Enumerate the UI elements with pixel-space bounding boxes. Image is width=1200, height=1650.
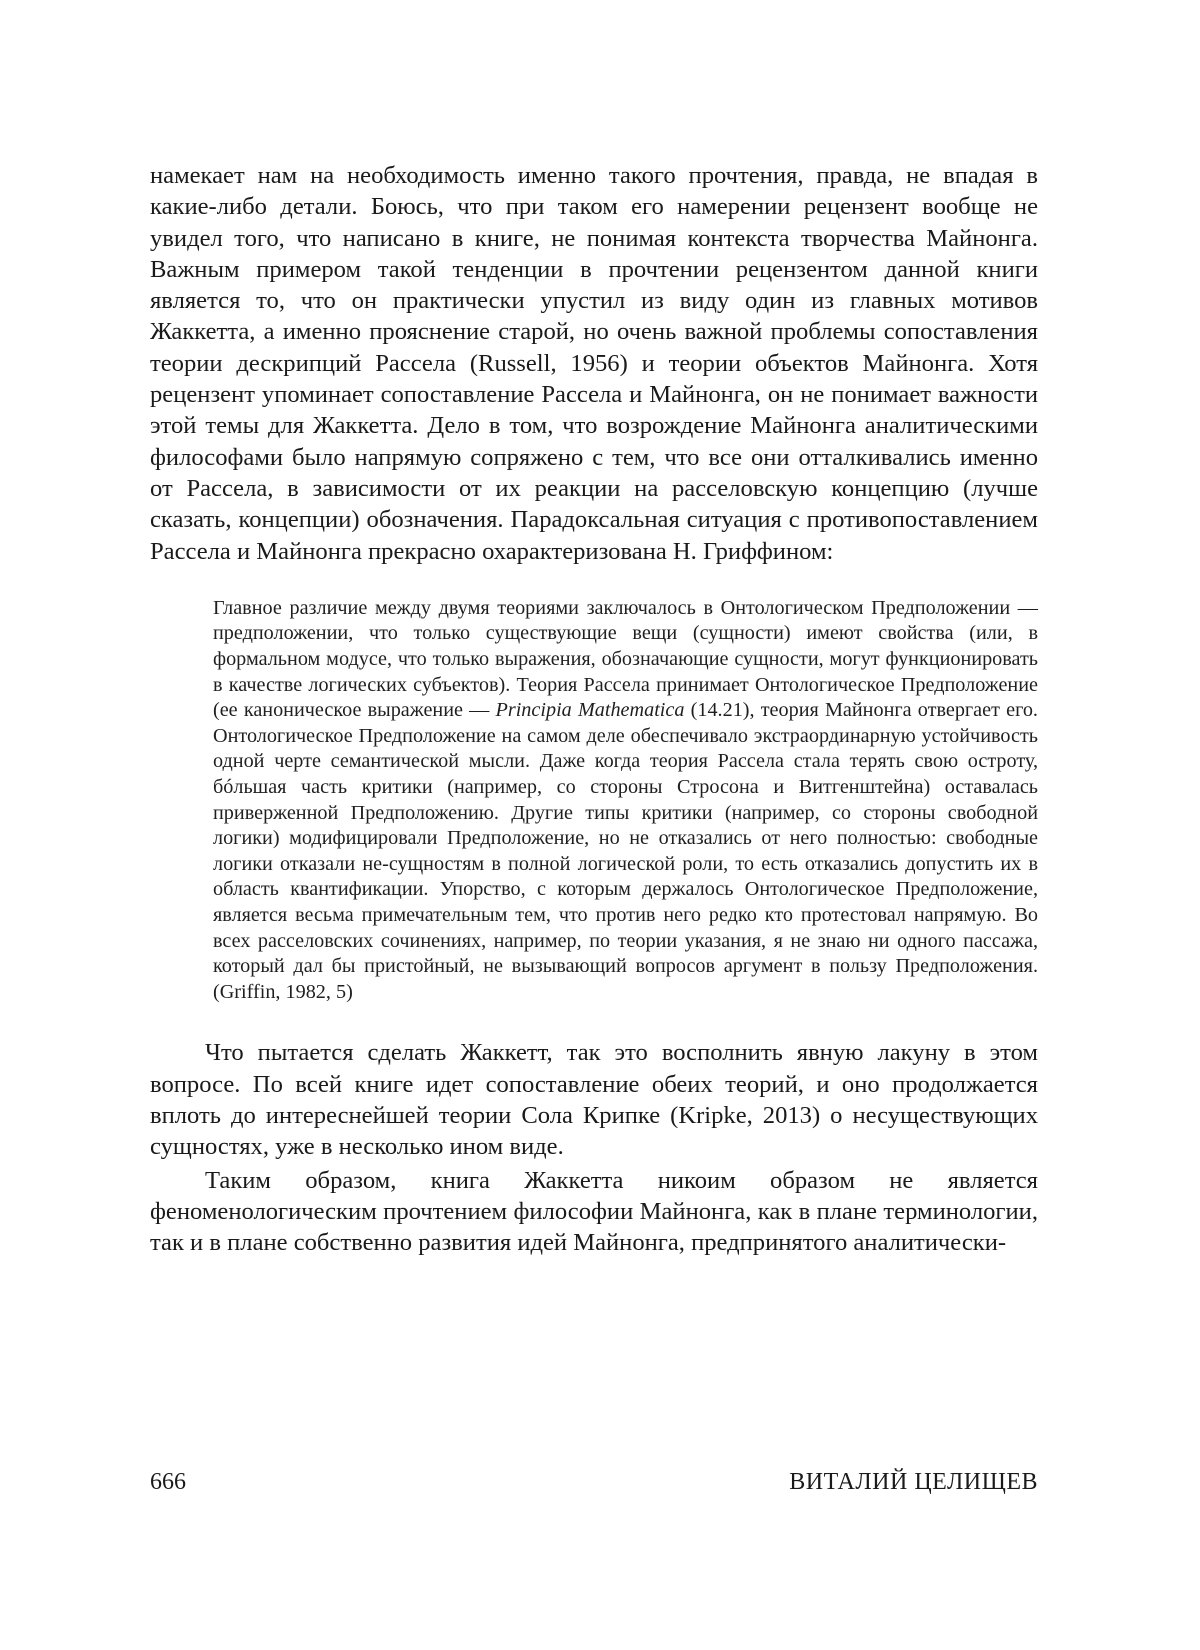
- block-quote: [213, 596, 1038, 1006]
- quote-text-part-1: Главное различие между двумя теориями заключалось в Онтологическом Предположении — предположении, что только существующие вещи (сущности) имеют свойства (или, в формальном модусе, что только выражения, обозначающие сущности, могут функционировать в качестве логических субъектов). Теория Рассела принимает Онтологическое Предположение (ее каноническое выражение —: [213, 596, 1038, 722]
- body-paragraph-1: намекает нам на необходимость именно такого прочтения, правда, не впадая в какие-либо детали. Боюсь, что при таком его намерении рецензент вообще не увидел того, что написано в книге, не понимая контекста творчества Майнонга. Важным примером такой тенденции в прочтении рецензентом данной книги является то, что он практически упустил из виду один из главных мотивов Жаккетта, а именно прояснение старой, но очень важной проблемы сопоставления теории дескрипций Рассела (Russell, 1956) и теории объектов Майнонга. Хотя рецензент упоминает сопоставление Рассела и Майнонга, он не понимает важности этой темы для Жаккетта. Дело в том, что возрождение Майнонга аналитическими философами было напрямую сопряжено с тем, что все они отталкивались именно от Рассела, в зависимости от их реакции на расселовскую концепцию (лучше сказать, концепции) обозначения. Парадоксальная ситуация с противопоставлением Рассела и Майнонга прекрасно охарактеризована Н. Гриффином:: [150, 162, 1038, 565]
- page-number: 666: [150, 1469, 186, 1495]
- quote-italic-title: Principia Mathematica: [495, 699, 685, 722]
- page-text-block: [150, 160, 1038, 1258]
- body-paragraph-2: Что пытается сделать Жаккетт, так это восполнить явную лакуну в этом вопросе. По всей книге идет сопоставление обеих теорий, и оно продолжается вплоть до интереснейшей теории Сола Крипке (Kripke, 2013) о несуществующих сущностях, уже в несколько ином виде.: [150, 1039, 1038, 1161]
- running-head-author: ВИТАЛИЙ ЦЕЛИЩЕВ: [789, 1469, 1038, 1495]
- quote-text-part-2: (14.21), теория Майнонга отвергает его. Онтологическое Предположение на самом деле обеспечивало экстраординарную устойчивость одной черте семантической мысли. Даже когда теория Рассела стала терять свою остроту, бóльшая часть критики (например, со стороны Стросона и Витгенштейна) оставалась приверженной Предположению. Другие типы критики (например, со стороны свободной логики) модифицировали Предположение, но не отказались от него полностью: свободные логики отказали не-сущностям в полной логической роли, то есть отказались допустить их в область квантификации. Упорство, с которым держалось Онтологическое Предположение, является весьма примечательным тем, что против него редко кто протестовал напрямую. Во всех расселовских сочинениях, например, по теории указания, я не знаю ни одного пассажа, который дал бы пристойный, не вызывающий вопросов аргумент в пользу Предположения. (Griffin, 1982, 5): [213, 699, 1038, 1003]
- body-paragraph-3: Таким образом, книга Жаккетта никоим образом не является феноменологическим прочтением философии Майнонга, как в плане терминологии, так и в плане собственно развития идей Майнонга, предпринятого аналитически-: [150, 1166, 1038, 1257]
